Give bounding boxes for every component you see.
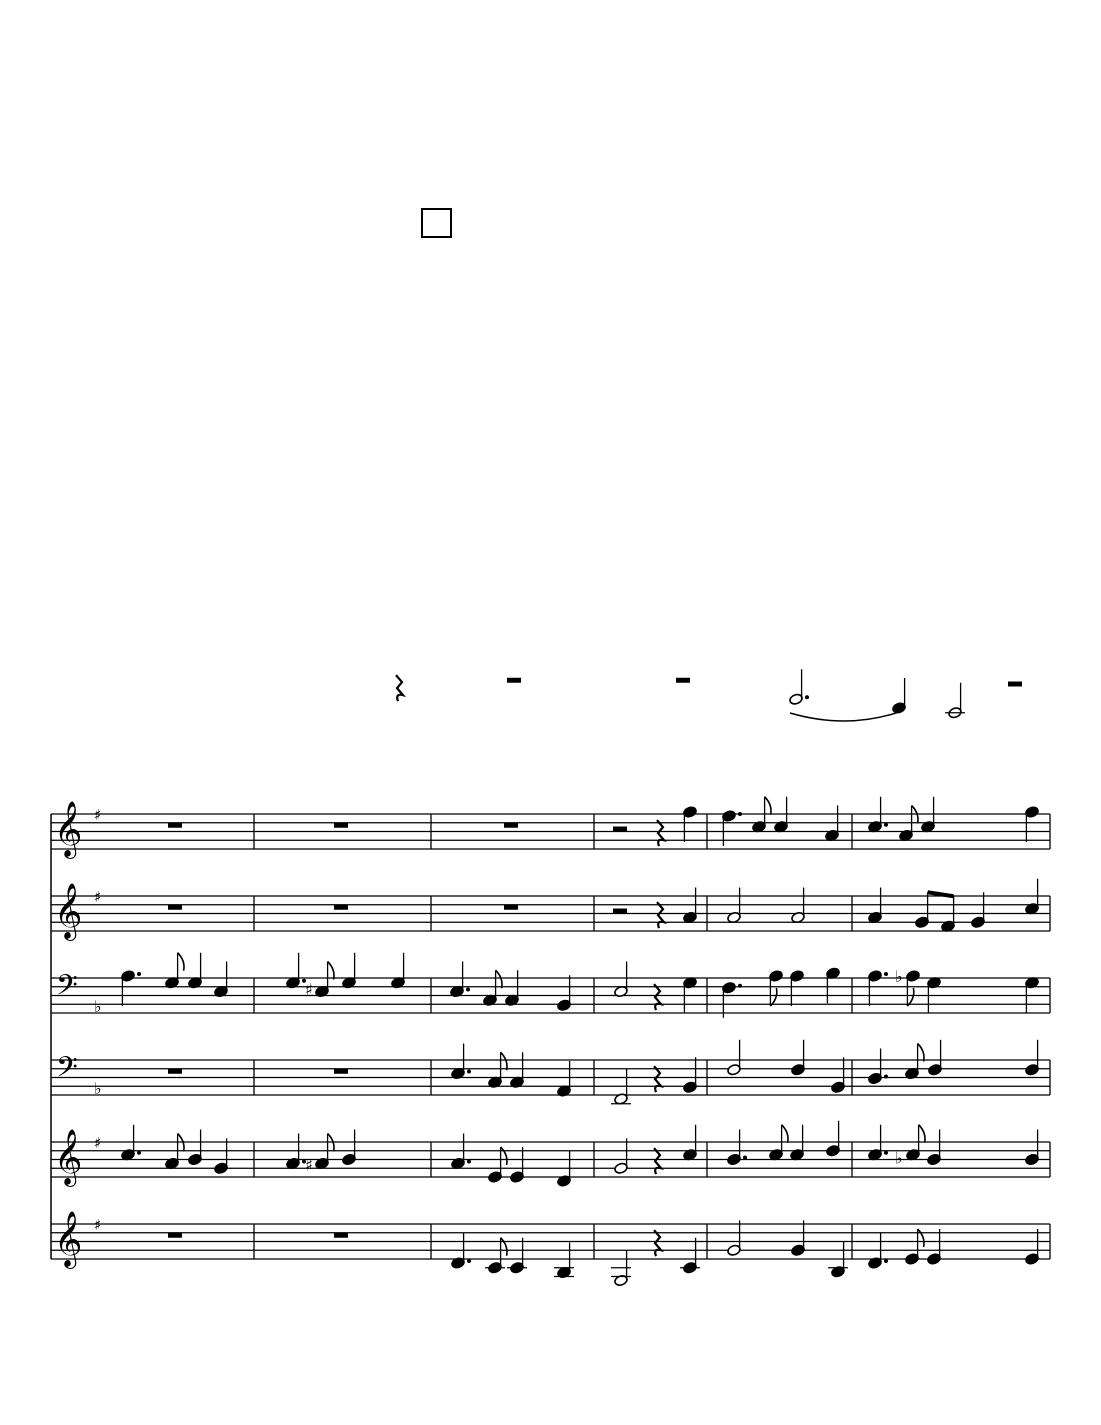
key-signature-sharp: ♯ [94, 1134, 102, 1152]
accidental-flat: ♭ [895, 967, 903, 986]
augmentation-dot [743, 1156, 747, 1160]
augmentation-dot [738, 812, 742, 816]
treble-clef-icon: 𝄞 [54, 1211, 83, 1267]
quarter-rest [654, 1148, 661, 1174]
eighth-flag [501, 1147, 507, 1165]
whole-rest [334, 905, 348, 910]
eighth-flag [918, 1229, 924, 1247]
eighth-flag [496, 970, 502, 988]
augmentation-dot [467, 1259, 471, 1263]
treble-clef-icon: 𝄞 [54, 1129, 83, 1185]
whole-rest [504, 905, 518, 910]
augmentation-dot [805, 695, 809, 699]
key-signature-sharp: ♯ [94, 806, 102, 824]
augmentation-dot [884, 1259, 888, 1263]
eighth-flag [178, 953, 184, 971]
eighth-flag [770, 988, 776, 1006]
eighth-flag [328, 962, 334, 980]
eighth-flag [919, 1125, 925, 1143]
quarter-rest [654, 1230, 661, 1256]
bass-clef-icon: 𝄢 [56, 1051, 78, 1091]
half-rest [1008, 682, 1022, 687]
augmentation-dot [137, 972, 141, 976]
whole-rest [168, 905, 182, 910]
treble-clef-icon: 𝄞 [54, 801, 83, 857]
quarter-rest [657, 902, 664, 928]
accidental-sharp: ♯ [305, 1155, 313, 1175]
augmentation-dot [884, 1075, 888, 1079]
eighth-flag [501, 1238, 507, 1256]
slur [790, 713, 896, 721]
key-signature-sharp: ♯ [94, 888, 102, 906]
half-rest [613, 827, 627, 832]
key-signature-flat: ♭ [94, 997, 102, 1016]
augmentation-dot [738, 984, 742, 988]
quarter-rest [396, 675, 403, 701]
whole-rest [334, 1069, 348, 1074]
eighth-flag [765, 797, 771, 815]
whole-rest [168, 1069, 182, 1074]
augmentation-dot [884, 1151, 888, 1155]
augmentation-dot [137, 1151, 141, 1155]
eighth-flag [782, 1125, 788, 1143]
accidental-sharp: ♯ [305, 979, 313, 999]
key-signature-flat: ♭ [94, 1079, 102, 1098]
whole-rest [168, 1233, 182, 1238]
whole-rest [507, 678, 521, 683]
half-rest [613, 909, 627, 914]
whole-rest [168, 823, 182, 828]
whole-rest [334, 823, 348, 828]
augmentation-dot [467, 1070, 471, 1074]
treble-clef-icon: 𝄞 [54, 883, 83, 939]
quarter-rest [654, 1066, 661, 1092]
key-signature-sharp: ♯ [94, 1216, 102, 1234]
bass-clef-icon: 𝄢 [56, 969, 78, 1009]
whole-rest [334, 1233, 348, 1238]
whole-rest [504, 823, 518, 828]
augmentation-dot [884, 972, 888, 976]
eighth-flag [918, 1044, 924, 1062]
whole-rest [676, 678, 690, 683]
quarter-rest [657, 820, 664, 846]
eighth-flag [907, 988, 913, 1006]
quarter-rest [654, 984, 661, 1010]
augmentation-dot [466, 988, 470, 992]
eighth-flag [501, 1052, 507, 1070]
augmentation-dot [467, 1160, 471, 1164]
augmentation-dot [884, 823, 888, 827]
accidental-flat: ♭ [895, 1148, 903, 1168]
